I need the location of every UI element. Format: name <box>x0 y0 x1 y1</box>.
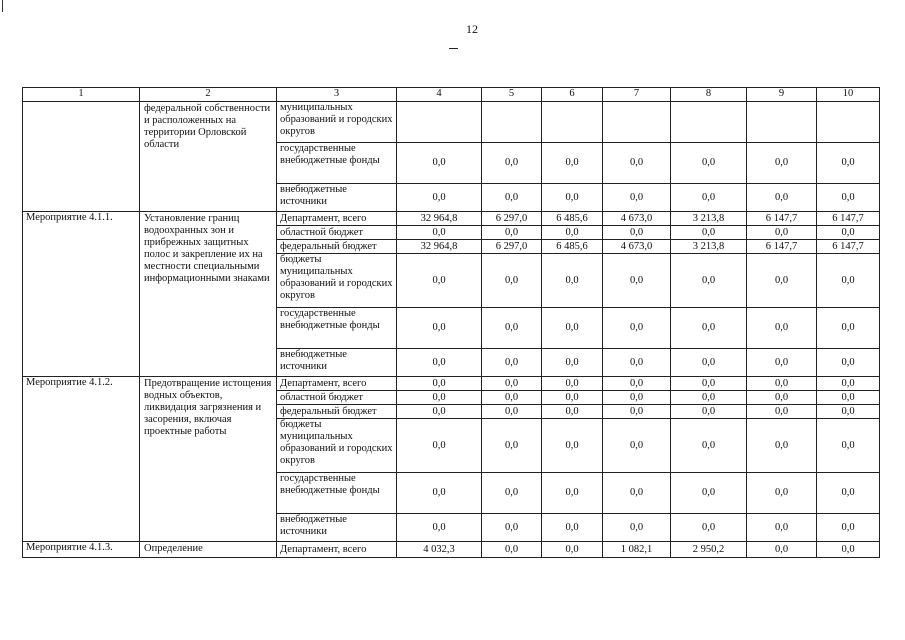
value-cell: 6 297,0 <box>482 212 542 226</box>
row-label: внебюджетные источники <box>277 184 397 212</box>
page-number: 12 <box>466 22 478 36</box>
table-row <box>23 542 880 558</box>
value-cell: 0,0 <box>817 419 880 473</box>
value-cell: 0,0 <box>747 254 817 308</box>
row-label: бюджеты муниципальных образований и городских округов <box>277 419 397 473</box>
value-cell: 0,0 <box>542 226 603 240</box>
col-header: 3 <box>277 88 397 102</box>
value-cell: 0,0 <box>817 405 880 419</box>
col-header: 5 <box>482 88 542 102</box>
value-cell: 0,0 <box>671 254 747 308</box>
value-cell: 4 032,3 <box>397 542 482 558</box>
row-label: бюджеты муниципальных образований и городских округов <box>277 254 397 308</box>
value-cell: 0,0 <box>482 254 542 308</box>
budget-table <box>22 87 880 558</box>
value-cell: 0,0 <box>542 308 603 349</box>
value-cell: 6 297,0 <box>482 240 542 254</box>
row-label: Департамент, всего <box>277 377 397 391</box>
value-cell: 0,0 <box>397 473 482 514</box>
col-header: 9 <box>747 88 817 102</box>
value-cell: 0,0 <box>817 391 880 405</box>
col-header: 2 <box>140 88 277 102</box>
value-cell: 0,0 <box>603 308 671 349</box>
value-cell: 0,0 <box>542 391 603 405</box>
value-cell: 4 673,0 <box>603 240 671 254</box>
value-cell: 0,0 <box>671 377 747 391</box>
value-cell: 0,0 <box>482 184 542 212</box>
value-cell: 0,0 <box>542 514 603 542</box>
value-cell: 0,0 <box>671 349 747 377</box>
measure-name: Мероприятие 4.1.3. <box>23 542 140 558</box>
value-cell: 0,0 <box>603 391 671 405</box>
value-cell: 0,0 <box>482 226 542 240</box>
value-cell: 0,0 <box>817 542 880 558</box>
value-cell: 32 964,8 <box>397 212 482 226</box>
header-dash <box>449 48 458 49</box>
value-cell: 0,0 <box>603 405 671 419</box>
value-cell: 0,0 <box>542 254 603 308</box>
value-cell: 0,0 <box>542 419 603 473</box>
value-cell: 0,0 <box>603 184 671 212</box>
value-cell: 0,0 <box>747 405 817 419</box>
value-cell: 6 485,6 <box>542 240 603 254</box>
value-cell: 0,0 <box>817 308 880 349</box>
measure-description: федеральной собственности и расположенных на территории Орловской области <box>140 102 277 212</box>
row-label: внебюджетные источники <box>277 349 397 377</box>
value-cell: 0,0 <box>817 143 880 184</box>
measure-description: Предотвращение истощения водных объектов, ликвидация загрязнения и засорения, включая проектные работы <box>140 377 277 542</box>
row-label: областной бюджет <box>277 226 397 240</box>
value-cell: 0,0 <box>817 226 880 240</box>
col-header: 8 <box>671 88 747 102</box>
row-label: Департамент, всего <box>277 542 397 558</box>
value-cell: 0,0 <box>603 473 671 514</box>
value-cell: 6 147,7 <box>747 212 817 226</box>
measure-name: Мероприятие 4.1.1. <box>23 212 140 377</box>
measure-description: Определение <box>140 542 277 558</box>
row-label: федеральный бюджет <box>277 240 397 254</box>
row-label: государственные внебюджетные фонды <box>277 473 397 514</box>
value-cell: 0,0 <box>747 349 817 377</box>
value-cell: 0,0 <box>397 143 482 184</box>
value-cell: 0,0 <box>747 391 817 405</box>
value-cell: 0,0 <box>747 542 817 558</box>
value-cell: 3 213,8 <box>671 240 747 254</box>
value-cell: 0,0 <box>817 184 880 212</box>
value-cell: 0,0 <box>817 377 880 391</box>
value-cell: 0,0 <box>397 184 482 212</box>
value-cell: 0,0 <box>671 226 747 240</box>
value-cell: 0,0 <box>747 419 817 473</box>
value-cell: 0,0 <box>482 419 542 473</box>
measure-name: Мероприятие 4.1.2. <box>23 377 140 542</box>
value-cell: 0,0 <box>397 254 482 308</box>
value-cell: 0,0 <box>671 514 747 542</box>
value-cell: 0,0 <box>542 405 603 419</box>
value-cell: 0,0 <box>482 143 542 184</box>
value-cell: 0,0 <box>482 391 542 405</box>
value-cell: 0,0 <box>671 143 747 184</box>
value-cell: 0,0 <box>603 419 671 473</box>
value-cell: 0,0 <box>482 349 542 377</box>
value-cell: 0,0 <box>482 542 542 558</box>
value-cell: 0,0 <box>397 377 482 391</box>
col-header: 4 <box>397 88 482 102</box>
value-cell: 0,0 <box>747 308 817 349</box>
row-label: внебюджетные источники <box>277 514 397 542</box>
value-cell: 6 485,6 <box>542 212 603 226</box>
value-cell: 0,0 <box>482 473 542 514</box>
row-label: государственные внебюджетные фонды <box>277 143 397 184</box>
row-label: Департамент, всего <box>277 212 397 226</box>
value-cell: 0,0 <box>397 405 482 419</box>
value-cell: 0,0 <box>482 377 542 391</box>
value-cell: 3 213,8 <box>671 212 747 226</box>
margin-mark <box>2 0 3 12</box>
value-cell: 0,0 <box>747 514 817 542</box>
value-cell: 0,0 <box>671 308 747 349</box>
value-cell: 0,0 <box>603 514 671 542</box>
value-cell: 0,0 <box>671 419 747 473</box>
value-cell: 0,0 <box>542 143 603 184</box>
value-cell: 4 673,0 <box>603 212 671 226</box>
value-cell: 32 964,8 <box>397 240 482 254</box>
value-cell: 0,0 <box>603 349 671 377</box>
value-cell: 0,0 <box>542 542 603 558</box>
value-cell: 0,0 <box>671 391 747 405</box>
value-cell: 0,0 <box>482 308 542 349</box>
value-cell: 0,0 <box>397 349 482 377</box>
value-cell: 0,0 <box>603 254 671 308</box>
value-cell: 0,0 <box>603 143 671 184</box>
col-header: 10 <box>817 88 880 102</box>
value-cell: 0,0 <box>542 184 603 212</box>
value-cell: 0,0 <box>397 514 482 542</box>
value-cell: 0,0 <box>747 184 817 212</box>
value-cell: 2 950,2 <box>671 542 747 558</box>
header-row <box>23 88 880 102</box>
value-cell: 0,0 <box>671 405 747 419</box>
col-header: 7 <box>603 88 671 102</box>
value-cell: 6 147,7 <box>747 240 817 254</box>
value-cell: 0,0 <box>397 226 482 240</box>
measure-description: Установление границ водоохранных зон и прибрежных защитных полос и закрепление их на местности специальными информационными знаками <box>140 212 277 377</box>
value-cell: 0,0 <box>747 143 817 184</box>
value-cell: 0,0 <box>747 377 817 391</box>
table-row <box>23 102 880 143</box>
table-row <box>23 377 880 391</box>
row-label: федеральный бюджет <box>277 405 397 419</box>
value-cell: 6 147,7 <box>817 212 880 226</box>
col-header: 1 <box>23 88 140 102</box>
value-cell: 0,0 <box>817 514 880 542</box>
value-cell: 0,0 <box>671 184 747 212</box>
value-cell: 0,0 <box>482 405 542 419</box>
value-cell: 0,0 <box>671 473 747 514</box>
value-cell: 0,0 <box>817 349 880 377</box>
value-cell: 0,0 <box>482 514 542 542</box>
table-row <box>23 212 880 226</box>
value-cell: 0,0 <box>542 349 603 377</box>
row-label: государственные внебюджетные фонды <box>277 308 397 349</box>
value-cell: 0,0 <box>397 391 482 405</box>
value-cell: 0,0 <box>603 226 671 240</box>
value-cell: 0,0 <box>542 473 603 514</box>
row-label: муниципальных образований и городских округов <box>277 102 397 143</box>
value-cell: 0,0 <box>397 308 482 349</box>
value-cell: 0,0 <box>817 254 880 308</box>
value-cell: 1 082,1 <box>603 542 671 558</box>
col-header: 6 <box>542 88 603 102</box>
row-label: областной бюджет <box>277 391 397 405</box>
value-cell: 0,0 <box>817 473 880 514</box>
value-cell: 0,0 <box>747 226 817 240</box>
value-cell: 6 147,7 <box>817 240 880 254</box>
value-cell: 0,0 <box>542 377 603 391</box>
measure-name <box>23 102 140 212</box>
value-cell: 0,0 <box>397 419 482 473</box>
value-cell: 0,0 <box>747 473 817 514</box>
value-cell: 0,0 <box>603 377 671 391</box>
